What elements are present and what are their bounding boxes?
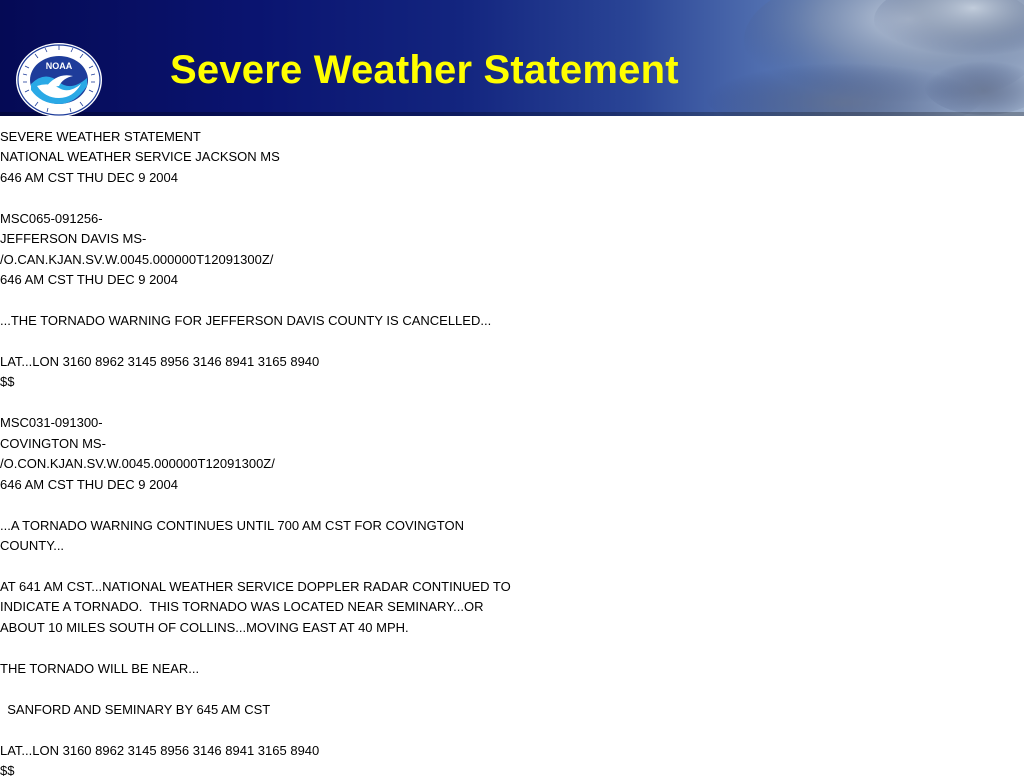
statement-text: SEVERE WEATHER STATEMENT NATIONAL WEATHER SERVICE JACKSON MS 646 AM CST THU DEC 9 2004 MSC065-091256- JEFFERSON DAVIS MS- /O.CAN.KJAN.SV.W.0045.000000T12091300Z/ 646 AM CST THU DEC 9 2004 ...THE TORNADO WARNING FOR JEFFERSON DAVIS COUNTY IS CANCELLED... LAT...LON 3160 8962 3145 8956 3146 8941 3165 8940 $$ MSC031-091300- COVINGTON MS- /O.CON.KJAN.SV.W.0045.000000T12091300Z/ 646 AM CST THU DEC 9 2004 ...A TORNADO WARNING CONTINUES UNTIL 700 AM CST FOR COVINGTON COUNTY... AT 641 AM CST...NATIONAL WEATHER SERVICE DOPPLER RADAR CONTINUED TO INDICATE A TORNADO. THIS TORNADO WAS LOCATED NEAR SEMINARY...OR ABOUT 10 MILES SOUTH OF COLLINS...MOVING EAST AT 40 MPH. THE TORNADO WILL BE NEAR... SANFORD AND SEMINARY BY 645 AM CST LAT...LON 3160 8962 3145 8956 3146 8941 3165 8940 $$: [0, 129, 511, 779]
page-title: Severe Weather Statement: [170, 48, 679, 92]
noaa-logo-icon: [15, 42, 103, 118]
banner-shadow: [0, 112, 1024, 116]
logo-wordmark: NOAA: [45, 61, 73, 71]
storm-cloud-image: [664, 0, 1024, 116]
